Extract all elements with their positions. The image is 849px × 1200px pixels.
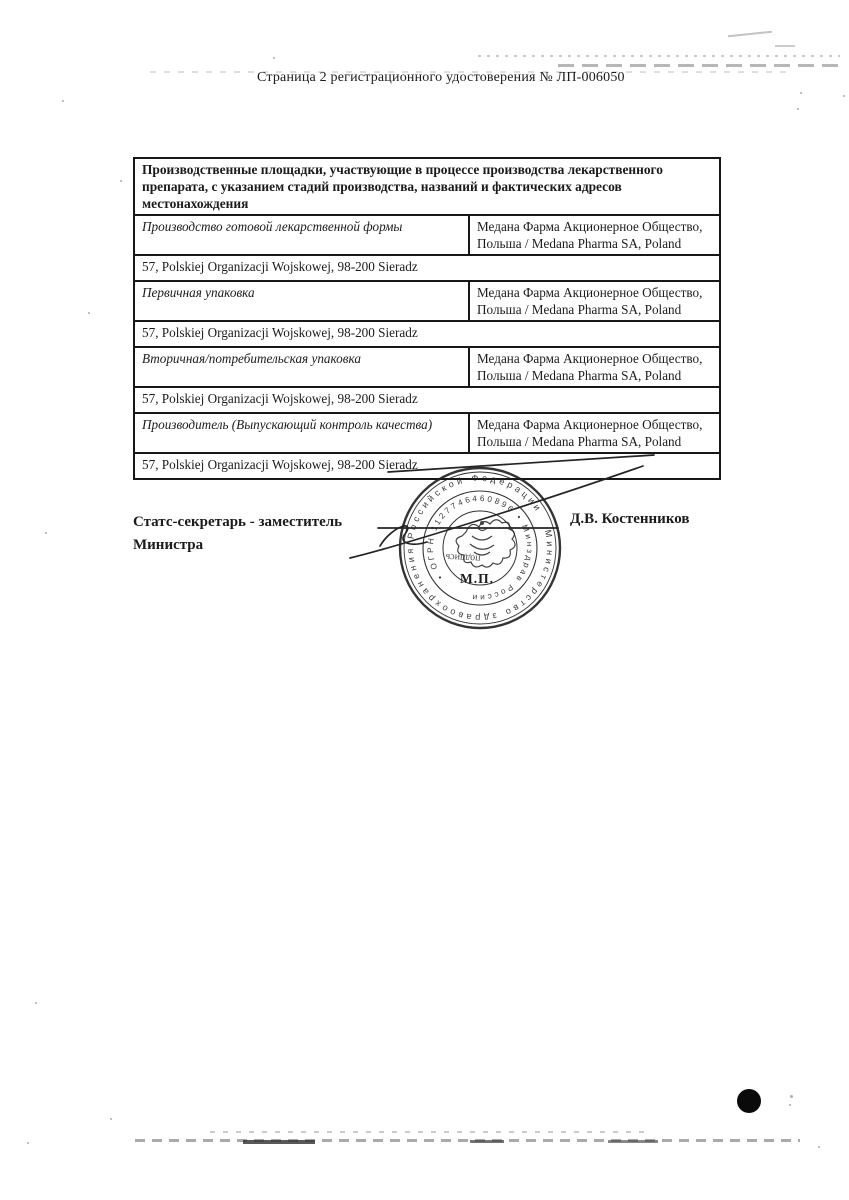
scan-speckle <box>790 1095 793 1098</box>
company-cell: Медана Фарма Акционерное Общество, Польша / Medana Pharma SA, Poland <box>469 347 720 387</box>
scan-artifact-dash <box>470 1140 504 1143</box>
scan-speckle <box>818 1146 820 1148</box>
scan-artifact-dash <box>608 1140 658 1143</box>
scan-speckle <box>35 1002 37 1004</box>
official-stamp <box>330 440 670 655</box>
address-cell: 57, Polskiej Organizacji Wojskowej, 98-200 Sieradz <box>134 387 720 413</box>
scan-artifact-dash <box>135 1139 800 1142</box>
scan-speckle <box>789 1104 791 1106</box>
address-cell: 57, Polskiej Organizacji Wojskowej, 98-200 Sieradz <box>134 255 720 281</box>
scan-artifact-dash <box>478 55 840 57</box>
table-row <box>134 387 720 413</box>
scan-artifact-dash <box>558 64 840 67</box>
scan-speckle <box>120 180 122 182</box>
company-cell: Медана Фарма Акционерное Общество, Польша / Medana Pharma SA, Poland <box>469 281 720 321</box>
scan-speckle <box>62 100 64 102</box>
table-row <box>134 347 720 387</box>
scan-speckle <box>800 92 802 94</box>
production-sites-table <box>133 157 721 480</box>
scan-speckle <box>110 1118 112 1120</box>
table-row <box>134 281 720 321</box>
scan-speckle <box>27 1142 29 1144</box>
company-cell: Медана Фарма Акционерное Общество, Польша / Medana Pharma SA, Poland <box>469 215 720 255</box>
signatory-title-line2: Министра <box>133 537 204 553</box>
stamp-inner-ring-text: • ОГРН 1127746460896 • Минздрав России <box>425 493 535 603</box>
stage-cell: Производство готовой лекарственной формы <box>134 215 469 255</box>
scan-speckle <box>843 95 845 97</box>
table-row <box>134 321 720 347</box>
punch-hole-dot <box>737 1089 761 1113</box>
scan-speckle <box>797 108 799 110</box>
table-row <box>134 255 720 281</box>
stamp-outer-circle <box>400 468 560 628</box>
scan-artifact-dash <box>243 1140 315 1144</box>
stamp-seal-mark: М.П. <box>460 571 494 586</box>
company-cell: Медана Фарма Акционерное Общество, Польша / Medana Pharma SA, Poland <box>469 413 720 453</box>
signatory-name: Д.В. Костенников <box>570 511 690 527</box>
table-title: Производственные площадки, участвующие в процессе производства лекарственного препарата, с указанием стадий производства, названий и фактических адресов местонахождения <box>134 158 720 215</box>
table-title-row <box>134 158 720 215</box>
stage-cell: Производитель (Выпускающий контроль качества) <box>134 413 469 453</box>
address-cell: 57, Polskiej Organizacji Wojskowej, 98-200 Sieradz <box>134 453 720 479</box>
scan-speckle <box>273 57 275 59</box>
stage-cell: Первичная упаковка <box>134 281 469 321</box>
stage-cell: Вторичная/потребительская упаковка <box>134 347 469 387</box>
scan-speckle <box>45 532 47 534</box>
stamp-signature-label: подпись <box>445 551 481 564</box>
scan-artifact-dash <box>775 45 795 47</box>
stamp-outer-ring-text: Министерство здравоохранения Российской Федерации <box>404 472 556 624</box>
address-cell: 57, Polskiej Organizacji Wojskowej, 98-200 Sieradz <box>134 321 720 347</box>
scan-speckle <box>88 312 90 314</box>
scan-artifact-dash <box>210 1131 650 1133</box>
table-row <box>134 215 720 255</box>
signatory-title-line1: Статс-секретарь - заместитель <box>133 514 343 530</box>
scan-artifact-dash <box>728 31 772 38</box>
page-header: Страница 2 регистрационного удостоверения № ЛП-006050 <box>257 70 625 85</box>
